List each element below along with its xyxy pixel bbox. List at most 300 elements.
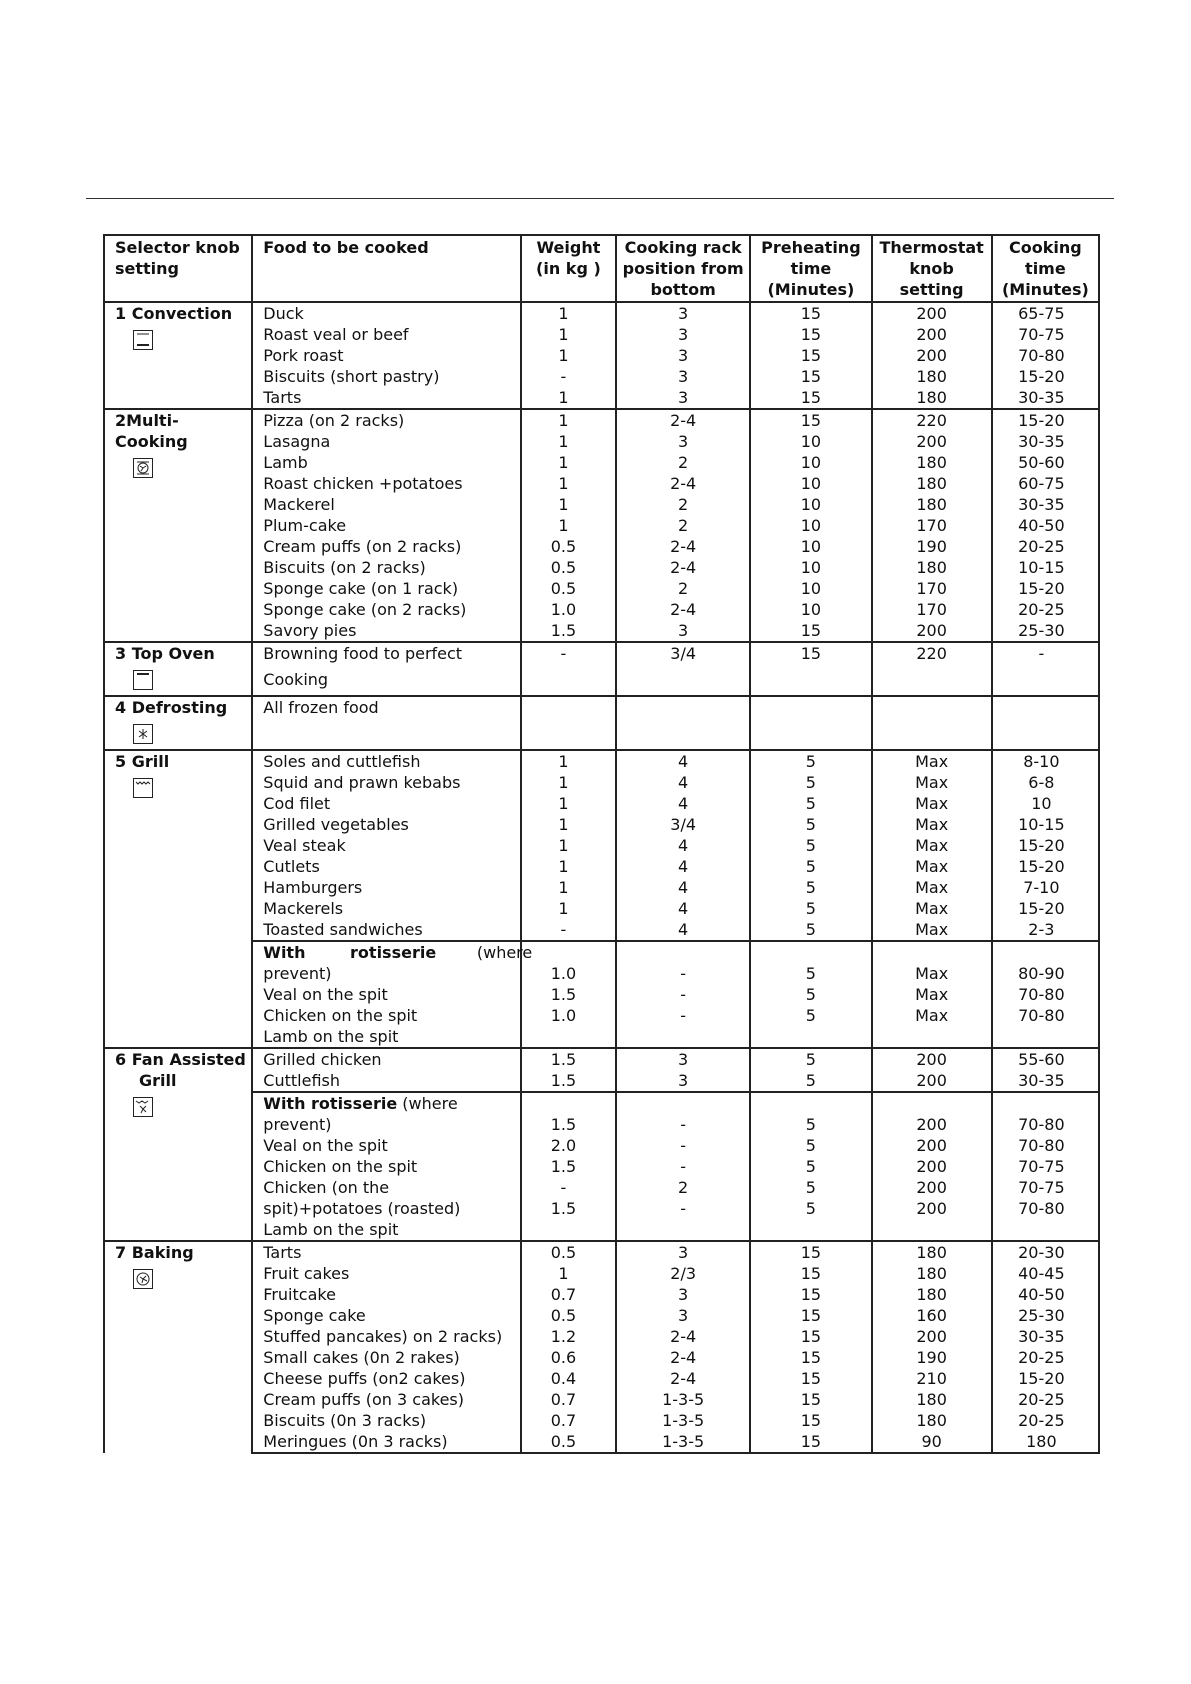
table-row xyxy=(104,696,1099,748)
weight-value xyxy=(521,1026,616,1048)
food-name: Savory pies xyxy=(252,620,521,642)
table-row xyxy=(104,366,1099,387)
thermostat-value: Max xyxy=(872,793,992,814)
table-row xyxy=(104,1114,1099,1135)
food-name: Cheese puffs (on2 cakes) xyxy=(252,1368,521,1389)
rack-position-value: 2-4 xyxy=(616,599,750,620)
thermostat-value: Max xyxy=(872,835,992,856)
food-name: Plum-cake xyxy=(252,515,521,536)
food-name: Veal on the spit xyxy=(252,984,521,1005)
table-row xyxy=(104,1347,1099,1368)
thermostat-value: 200 xyxy=(872,345,992,366)
table-row xyxy=(104,1156,1099,1177)
cooking-time-value: 40-45 xyxy=(992,1263,1099,1284)
weight-value: 1 xyxy=(521,877,616,898)
thermostat-value: 220 xyxy=(872,642,992,669)
food-name: Roast chicken +potatoes xyxy=(252,473,521,494)
preheat-time-value: 5 xyxy=(750,1135,871,1156)
cooking-time-value: 70-80 xyxy=(992,345,1099,366)
preheat-time-value: 5 xyxy=(750,750,871,772)
table-row xyxy=(104,1026,1099,1048)
header-preheat: Preheating time (Minutes) xyxy=(750,235,871,302)
preheat-time-value: 5 xyxy=(750,1048,871,1070)
food-name: Grilled chicken xyxy=(252,1048,521,1070)
thermostat-value: 170 xyxy=(872,515,992,536)
rack-position-value: 2-4 xyxy=(616,536,750,557)
rack-position-value: 3 xyxy=(616,302,750,324)
thermostat-value: 200 xyxy=(872,1156,992,1177)
weight-value: - xyxy=(521,642,616,669)
preheat-time-value: 5 xyxy=(750,1114,871,1135)
rack-position-value: - xyxy=(616,963,750,984)
cooking-time-value: 55-60 xyxy=(992,1048,1099,1070)
preheat-time-value: 15 xyxy=(750,642,871,669)
thermostat-value: 180 xyxy=(872,557,992,578)
cooking-time-value: 70-75 xyxy=(992,324,1099,345)
table-row xyxy=(104,1198,1099,1219)
preheat-time-value xyxy=(750,1026,871,1048)
rack-position-value: 3/4 xyxy=(616,814,750,835)
rack-position-value: 3 xyxy=(616,345,750,366)
thermostat-value: 190 xyxy=(872,1347,992,1368)
weight-value: 1.0 xyxy=(521,599,616,620)
thermostat-value: 200 xyxy=(872,1070,992,1092)
weight-value: 0.7 xyxy=(521,1389,616,1410)
selector-setting-label: 6 Fan Assisted xyxy=(115,1050,246,1069)
empty-cell xyxy=(872,1092,992,1114)
cooking-time-value: 30-35 xyxy=(992,387,1099,409)
table-row xyxy=(104,1048,1099,1070)
weight-value: 1.5 xyxy=(521,984,616,1005)
selector-setting-label: 3 Top Oven xyxy=(115,644,215,663)
table-row xyxy=(104,1389,1099,1410)
cooking-time-value: 15-20 xyxy=(992,409,1099,431)
preheat-time-value: 5 xyxy=(750,877,871,898)
selector-setting-cell xyxy=(104,1048,252,1241)
cooking-time-value: 20-25 xyxy=(992,536,1099,557)
empty-cell xyxy=(992,941,1099,963)
weight-value: 1 xyxy=(521,345,616,366)
preheat-time-value: 15 xyxy=(750,1284,871,1305)
preheat-time-value: 10 xyxy=(750,536,871,557)
empty-cell xyxy=(616,1092,750,1114)
subheading-rest: (where xyxy=(397,1094,458,1113)
table-row xyxy=(104,494,1099,515)
preheat-time-value: 5 xyxy=(750,856,871,877)
weight-value: 0.5 xyxy=(521,1241,616,1263)
selector-setting-cell xyxy=(104,696,252,750)
cooking-time-value: 30-35 xyxy=(992,1326,1099,1347)
weight-value: - xyxy=(521,919,616,941)
thermostat-value: 200 xyxy=(872,1114,992,1135)
thermostat-value xyxy=(872,1026,992,1048)
thermostat-value: 190 xyxy=(872,536,992,557)
rack-position-value: 4 xyxy=(616,750,750,772)
weight-value: 1 xyxy=(521,814,616,835)
weight-value: - xyxy=(521,1177,616,1198)
food-name: Cod filet xyxy=(252,793,521,814)
weight-value: 1 xyxy=(521,793,616,814)
thermostat-value: Max xyxy=(872,919,992,941)
food-name: Cream puffs (on 3 cakes) xyxy=(252,1389,521,1410)
food-name: Squid and prawn kebabs xyxy=(252,772,521,793)
empty-cell xyxy=(521,1092,616,1114)
table-row xyxy=(104,1005,1099,1026)
food-name: Cuttlefish xyxy=(252,1070,521,1092)
cooking-time-value xyxy=(992,1026,1099,1048)
rack-position-value: - xyxy=(616,1135,750,1156)
empty-cell xyxy=(750,941,871,963)
rack-position-value: 3 xyxy=(616,1070,750,1092)
table-row xyxy=(104,431,1099,452)
cooking-time-value: 20-25 xyxy=(992,599,1099,620)
preheat-time-value: 15 xyxy=(750,1263,871,1284)
cooking-time-value: 15-20 xyxy=(992,898,1099,919)
cooking-time-value: 20-25 xyxy=(992,1410,1099,1431)
preheat-time-value: 15 xyxy=(750,302,871,324)
table-row xyxy=(104,578,1099,599)
rack-position-value: 4 xyxy=(616,793,750,814)
rack-position-value: 3 xyxy=(616,1048,750,1070)
table-row xyxy=(104,1177,1099,1198)
cooking-time-value: 15-20 xyxy=(992,1368,1099,1389)
preheat-time-value: 15 xyxy=(750,366,871,387)
cooking-time-value: 70-80 xyxy=(992,1135,1099,1156)
preheat-time-value: 5 xyxy=(750,1177,871,1198)
rack-position-value xyxy=(616,1219,750,1241)
thermostat-value: Max xyxy=(872,898,992,919)
preheat-time-value: 15 xyxy=(750,1305,871,1326)
cooking-time-value: 30-35 xyxy=(992,1070,1099,1092)
weight-value: 1 xyxy=(521,750,616,772)
top-oven-icon xyxy=(133,670,153,690)
table-row xyxy=(104,669,1099,695)
rack-position-value: 2 xyxy=(616,578,750,599)
preheat-time-value: 10 xyxy=(750,494,871,515)
preheat-time-value: 15 xyxy=(750,1410,871,1431)
food-subheading xyxy=(252,1092,521,1114)
weight-value: 0.5 xyxy=(521,1431,616,1453)
selector-setting-label-2: Grill xyxy=(139,1071,177,1090)
thermostat-value: 180 xyxy=(872,1241,992,1263)
selector-setting-cell xyxy=(104,409,252,642)
preheat-time-value: 15 xyxy=(750,1431,871,1453)
preheat-time-value: 5 xyxy=(750,984,871,1005)
cooking-time-value: 65-75 xyxy=(992,302,1099,324)
food-name: Tarts xyxy=(252,1241,521,1263)
rack-position-value: 4 xyxy=(616,919,750,941)
food-name: Soles and cuttlefish xyxy=(252,750,521,772)
table-row xyxy=(104,1219,1099,1241)
table-row xyxy=(104,856,1099,877)
thermostat-value: 170 xyxy=(872,578,992,599)
rack-position-value: 4 xyxy=(616,772,750,793)
weight-value: 1 xyxy=(521,324,616,345)
header-weight: Weight (in kg ) xyxy=(521,235,616,302)
weight-value xyxy=(521,696,616,748)
thermostat-value: 200 xyxy=(872,1198,992,1219)
thermostat-value xyxy=(872,669,992,695)
weight-value: 0.7 xyxy=(521,1410,616,1431)
cooking-time-value: 30-35 xyxy=(992,494,1099,515)
thermostat-value: 200 xyxy=(872,302,992,324)
preheat-time-value: 5 xyxy=(750,772,871,793)
header-rack: Cooking rack position from bottom xyxy=(616,235,750,302)
preheat-time-value: 5 xyxy=(750,1005,871,1026)
weight-value: 1 xyxy=(521,1263,616,1284)
weight-value: 0.6 xyxy=(521,1347,616,1368)
weight-value: 0.4 xyxy=(521,1368,616,1389)
cooking-time-value xyxy=(992,696,1099,748)
preheat-time-value: 5 xyxy=(750,898,871,919)
selector-setting-label: 2Multi-Cooking xyxy=(115,411,188,451)
table-row xyxy=(104,1431,1099,1453)
empty-cell xyxy=(992,1092,1099,1114)
preheat-time-value xyxy=(750,669,871,695)
thermostat-value: Max xyxy=(872,877,992,898)
food-name: Mackerel xyxy=(252,494,521,515)
selector-setting-cell xyxy=(104,750,252,1048)
weight-value: 1.0 xyxy=(521,1005,616,1026)
weight-value: 0.5 xyxy=(521,1305,616,1326)
cooking-time-value: 10-15 xyxy=(992,557,1099,578)
rack-position-value: 1-3-5 xyxy=(616,1431,750,1453)
cooking-time-value xyxy=(992,669,1099,695)
preheat-time-value: 10 xyxy=(750,473,871,494)
weight-value: 1 xyxy=(521,473,616,494)
food-name: Duck xyxy=(252,302,521,324)
rack-position-value: 4 xyxy=(616,898,750,919)
food-name: Pizza (on 2 racks) xyxy=(252,409,521,431)
thermostat-value xyxy=(872,696,992,748)
preheat-time-value: 5 xyxy=(750,1156,871,1177)
cooking-time-value: 50-60 xyxy=(992,452,1099,473)
rack-position-value: 2 xyxy=(616,494,750,515)
thermostat-value: 180 xyxy=(872,473,992,494)
table-row xyxy=(104,984,1099,1005)
cooking-time-value: 6-8 xyxy=(992,772,1099,793)
food-name: prevent) xyxy=(252,1114,521,1135)
weight-value: 0.7 xyxy=(521,1284,616,1305)
selector-setting-label: 7 Baking xyxy=(115,1243,194,1262)
cooking-time-value: 70-75 xyxy=(992,1177,1099,1198)
preheat-time-value: 10 xyxy=(750,599,871,620)
selector-setting-label: 1 Convection xyxy=(115,304,233,323)
empty-cell xyxy=(750,1092,871,1114)
table-row xyxy=(104,1263,1099,1284)
header-food: Food to be cooked xyxy=(252,235,521,302)
thermostat-value: 180 xyxy=(872,1410,992,1431)
table-row xyxy=(104,1135,1099,1156)
weight-value: 0.5 xyxy=(521,536,616,557)
preheat-time-value: 10 xyxy=(750,578,871,599)
table-row xyxy=(104,919,1099,941)
table-row xyxy=(104,750,1099,772)
preheat-time-value: 5 xyxy=(750,1070,871,1092)
preheat-time-value: 15 xyxy=(750,1241,871,1263)
preheat-time-value: 15 xyxy=(750,345,871,366)
food-name: Biscuits (short pastry) xyxy=(252,366,521,387)
preheat-time-value: 15 xyxy=(750,387,871,409)
table-row xyxy=(104,302,1099,324)
cooking-time-value: 70-80 xyxy=(992,984,1099,1005)
table-row xyxy=(104,642,1099,669)
weight-value xyxy=(521,669,616,695)
food-name: Roast veal or beef xyxy=(252,324,521,345)
food-name: Meringues (0n 3 racks) xyxy=(252,1431,521,1453)
rack-position-value: 2 xyxy=(616,515,750,536)
cooking-time-value: 15-20 xyxy=(992,835,1099,856)
food-name: All frozen food xyxy=(252,696,521,748)
cooking-time-value: 80-90 xyxy=(992,963,1099,984)
cooking-time-value: 70-75 xyxy=(992,1156,1099,1177)
thermostat-value: 180 xyxy=(872,366,992,387)
food-name: Biscuits (0n 3 racks) xyxy=(252,1410,521,1431)
weight-value: 1.5 xyxy=(521,1156,616,1177)
rack-position-value: - xyxy=(616,984,750,1005)
cooking-time-value: 25-30 xyxy=(992,620,1099,642)
food-name: Veal steak xyxy=(252,835,521,856)
weight-value: 1 xyxy=(521,494,616,515)
header-thermostat: Thermostat knob setting xyxy=(872,235,992,302)
cooking-time-value: 70-80 xyxy=(992,1005,1099,1026)
table-row xyxy=(104,620,1099,642)
thermostat-value: 200 xyxy=(872,1048,992,1070)
rack-position-value: 1-3-5 xyxy=(616,1410,750,1431)
thermostat-value: 200 xyxy=(872,1326,992,1347)
empty-cell xyxy=(616,941,750,963)
food-name: Hamburgers xyxy=(252,877,521,898)
table-row xyxy=(104,387,1099,409)
cooking-time-value: 70-80 xyxy=(992,1114,1099,1135)
rack-position-value: - xyxy=(616,1005,750,1026)
selector-setting-cell xyxy=(104,642,252,696)
thermostat-value: Max xyxy=(872,772,992,793)
table-row xyxy=(104,473,1099,494)
table-row xyxy=(104,1368,1099,1389)
rack-position-value: 2 xyxy=(616,452,750,473)
table-row xyxy=(104,1410,1099,1431)
rack-position-value: 2-4 xyxy=(616,1347,750,1368)
rack-position-value: 2-4 xyxy=(616,409,750,431)
thermostat-value: Max xyxy=(872,750,992,772)
empty-cell xyxy=(872,941,992,963)
rack-position-value: 4 xyxy=(616,835,750,856)
preheat-time-value: 5 xyxy=(750,835,871,856)
preheat-time-value: 5 xyxy=(750,963,871,984)
thermostat-value: Max xyxy=(872,1005,992,1026)
selector-setting-label: 5 Grill xyxy=(115,752,170,771)
food-name: prevent) xyxy=(252,963,521,984)
rack-position-value: 3 xyxy=(616,324,750,345)
preheat-time-value: 10 xyxy=(750,452,871,473)
weight-value: 0.5 xyxy=(521,557,616,578)
rack-position-value: 3 xyxy=(616,366,750,387)
preheat-time-value: 15 xyxy=(750,1326,871,1347)
weight-value: 1 xyxy=(521,302,616,324)
food-name: Sponge cake (on 2 racks) xyxy=(252,599,521,620)
rack-position-value: 2-4 xyxy=(616,1326,750,1347)
thermostat-value xyxy=(872,1219,992,1241)
rack-position-value: 3 xyxy=(616,1284,750,1305)
cooking-time-value: 20-25 xyxy=(992,1347,1099,1368)
food-name: Fruit cakes xyxy=(252,1263,521,1284)
cooking-time-value: 180 xyxy=(992,1431,1099,1453)
rack-position-value xyxy=(616,1026,750,1048)
food-name: Mackerels xyxy=(252,898,521,919)
weight-value: - xyxy=(521,366,616,387)
preheat-time-value: 15 xyxy=(750,620,871,642)
subheading-bold: With rotisserie xyxy=(263,943,437,962)
rack-position-value: 2 xyxy=(616,1177,750,1198)
preheat-time-value: 10 xyxy=(750,431,871,452)
rack-position-value: 1-3-5 xyxy=(616,1389,750,1410)
cooking-table xyxy=(103,234,1100,1454)
preheat-time-value: 5 xyxy=(750,814,871,835)
preheat-time-value: 10 xyxy=(750,557,871,578)
fan-grill-icon xyxy=(133,1097,153,1117)
food-name: Grilled vegetables xyxy=(252,814,521,835)
rack-position-value: - xyxy=(616,1114,750,1135)
table-row xyxy=(104,835,1099,856)
cooking-time-value: 70-80 xyxy=(992,1198,1099,1219)
convection-icon xyxy=(133,330,153,350)
weight-value: 1 xyxy=(521,856,616,877)
rack-position-value: 3 xyxy=(616,387,750,409)
table-row xyxy=(104,557,1099,578)
cooking-time-value: 10-15 xyxy=(992,814,1099,835)
weight-value xyxy=(521,1219,616,1241)
subheading-rest: (where xyxy=(436,943,533,962)
weight-value: 2.0 xyxy=(521,1135,616,1156)
thermostat-value: 180 xyxy=(872,452,992,473)
table-row xyxy=(104,324,1099,345)
weight-value: 1 xyxy=(521,431,616,452)
empty-cell xyxy=(521,941,616,963)
rack-position-value: 3/4 xyxy=(616,642,750,669)
food-name: Chicken (on the xyxy=(252,1177,521,1198)
weight-value: 1.5 xyxy=(521,1070,616,1092)
weight-value: 1 xyxy=(521,515,616,536)
table-row xyxy=(104,1284,1099,1305)
cooking-time-value: 20-30 xyxy=(992,1241,1099,1263)
food-name: Chicken on the spit xyxy=(252,1156,521,1177)
food-name: Pork roast xyxy=(252,345,521,366)
rack-position-value xyxy=(616,669,750,695)
table-row xyxy=(104,515,1099,536)
cooking-time-value: 30-35 xyxy=(992,431,1099,452)
weight-value: 1 xyxy=(521,898,616,919)
preheat-time-value: 5 xyxy=(750,1198,871,1219)
table-row xyxy=(104,536,1099,557)
food-name: Veal on the spit xyxy=(252,1135,521,1156)
food-name: Lamb on the spit xyxy=(252,1026,521,1048)
cooking-time-value: 20-25 xyxy=(992,1389,1099,1410)
weight-value: 1 xyxy=(521,772,616,793)
grill-icon xyxy=(133,778,153,798)
cooking-time-value xyxy=(992,1219,1099,1241)
cooking-time-value: 8-10 xyxy=(992,750,1099,772)
cooking-time-value: 40-50 xyxy=(992,515,1099,536)
thermostat-value: 170 xyxy=(872,599,992,620)
food-name: Browning food to perfect xyxy=(252,642,521,669)
table-row xyxy=(104,814,1099,835)
table-row xyxy=(104,1241,1099,1263)
rack-position-value: 2-4 xyxy=(616,557,750,578)
weight-value: 1 xyxy=(521,835,616,856)
thermostat-value: Max xyxy=(872,856,992,877)
weight-value: 1 xyxy=(521,387,616,409)
